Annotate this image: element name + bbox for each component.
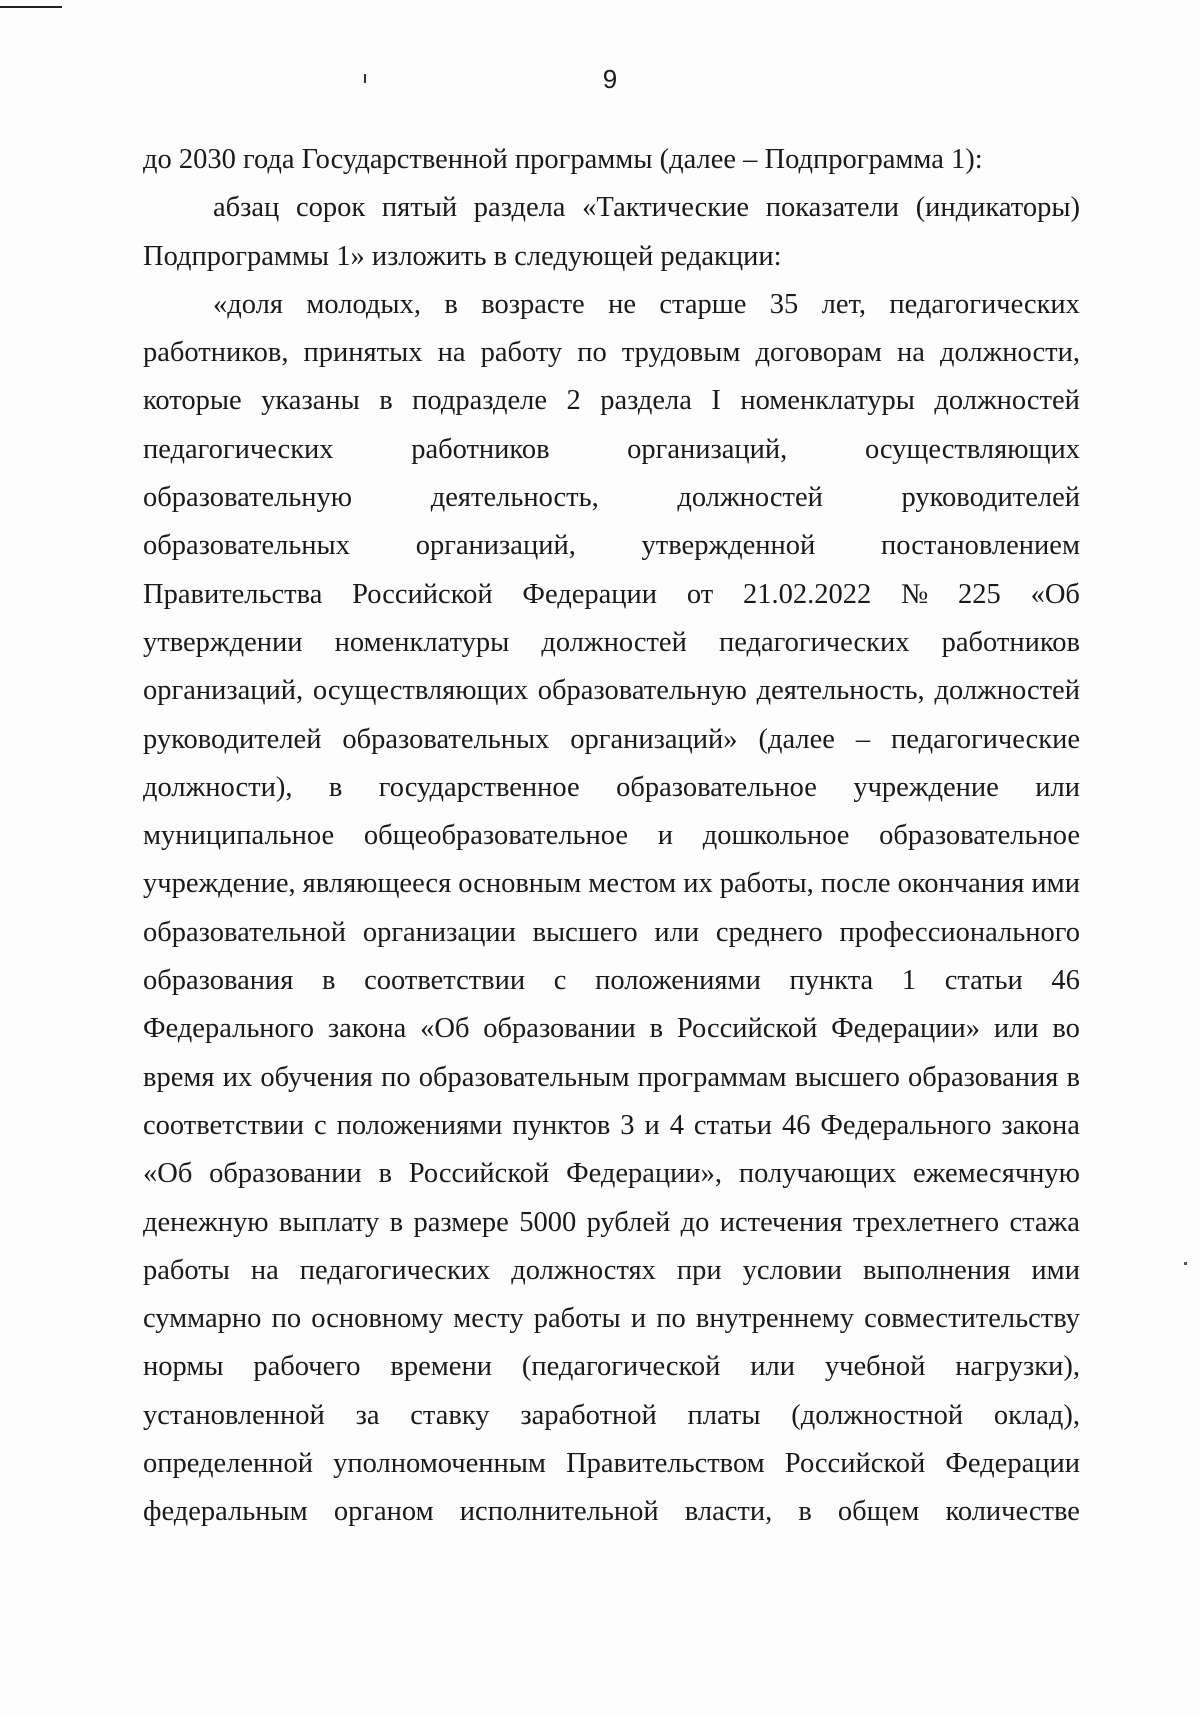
word: общеобразовательное	[363, 820, 629, 852]
word: трехлетнего	[853, 1206, 1000, 1238]
word: и	[657, 820, 674, 852]
word: высшего	[794, 1061, 900, 1093]
text-line	[143, 716, 1080, 764]
word: или	[993, 1013, 1039, 1045]
word: педагогических	[718, 626, 910, 658]
word: установленной	[143, 1399, 325, 1431]
word: 225	[958, 578, 1001, 610]
word: Федерации	[522, 578, 658, 610]
text-line	[143, 1199, 1080, 1247]
word: выполнения	[862, 1254, 1011, 1286]
word: номенклатуры	[740, 385, 915, 417]
word: или	[750, 1351, 796, 1383]
word: профессионального	[839, 916, 1080, 948]
word: должностей	[541, 626, 687, 658]
word: на	[896, 337, 925, 369]
word: месту	[453, 1303, 524, 1335]
word: по	[656, 1303, 686, 1335]
word: подразделе	[412, 385, 548, 417]
word: образовательную	[537, 675, 747, 707]
text-line	[143, 909, 1080, 957]
word: руководителей	[143, 723, 322, 755]
word: пункта	[789, 965, 874, 997]
word: Правительством	[566, 1448, 765, 1480]
word: трудовым	[621, 337, 741, 369]
word: абзац	[213, 192, 280, 224]
word: положениями	[336, 1109, 503, 1141]
word: образовательной	[143, 916, 347, 948]
word: утвержденной	[641, 530, 816, 562]
text-line	[143, 764, 1080, 812]
word: организации	[362, 916, 516, 948]
word: уполномоченным	[333, 1448, 546, 1480]
word: организаций,	[415, 530, 576, 562]
word: статьи	[944, 965, 1023, 997]
word: после	[820, 868, 891, 900]
word: работников	[411, 433, 550, 465]
word: работников,	[143, 337, 289, 369]
word: в	[389, 1206, 404, 1238]
word: образовательное	[879, 820, 1080, 852]
word: общем	[837, 1496, 920, 1528]
text-line	[143, 281, 1080, 329]
word: на	[437, 337, 466, 369]
word: должности),	[143, 771, 293, 803]
word: в	[378, 1158, 392, 1190]
text-line	[143, 1440, 1080, 1488]
word: должностях	[511, 1254, 656, 1286]
word: ими	[1031, 1254, 1080, 1286]
word: в	[798, 1496, 812, 1528]
word: 3	[620, 1109, 635, 1141]
word: Федерального	[820, 1109, 992, 1141]
word: работы	[143, 1254, 230, 1286]
word: старше	[659, 288, 747, 320]
word: договорам	[755, 337, 882, 369]
text-line	[143, 1247, 1080, 1295]
word: от	[686, 578, 714, 610]
word: выплату	[278, 1206, 380, 1238]
word: показатели	[765, 192, 900, 224]
word: 46	[781, 1109, 811, 1141]
word: I	[711, 385, 721, 417]
word: Российской	[676, 1013, 818, 1045]
word: Российской	[352, 578, 493, 610]
word: программам	[637, 1061, 787, 1093]
word: пунктов	[512, 1109, 611, 1141]
word: положениями	[595, 965, 761, 997]
word: принятых	[303, 337, 423, 369]
word: деятельность,	[430, 482, 599, 514]
word: платы	[687, 1399, 761, 1431]
word: высшего	[532, 916, 638, 948]
word: которые	[143, 385, 242, 417]
word: среднего	[715, 916, 823, 948]
word: власти,	[684, 1496, 773, 1528]
word: их	[683, 868, 713, 900]
word: Федерального	[143, 1013, 315, 1045]
word: деятельность,	[756, 675, 925, 707]
word: в	[649, 1013, 664, 1045]
word: с	[553, 965, 567, 997]
word: должностей	[934, 385, 1080, 417]
word: определенной	[143, 1448, 314, 1480]
word: нагрузки),	[955, 1351, 1080, 1383]
word: суммарно	[143, 1303, 262, 1335]
word: учреждение	[853, 771, 999, 803]
word: закона	[327, 1013, 407, 1045]
word: исполнительной	[459, 1496, 659, 1528]
word: денежную	[143, 1206, 269, 1238]
scan-edge-mark	[1184, 1262, 1187, 1265]
word: в	[321, 965, 336, 997]
word: заработной	[520, 1399, 657, 1431]
word: Федерации	[945, 1448, 1080, 1480]
page-number: 9	[602, 64, 618, 94]
word: сорок	[295, 192, 366, 224]
text-line	[143, 426, 1080, 474]
word: (педагогической	[521, 1351, 721, 1383]
text-line	[143, 571, 1080, 619]
word: федеральным	[143, 1496, 308, 1528]
word: «Тактические	[582, 192, 750, 224]
text-line	[143, 1005, 1080, 1053]
word: работников	[941, 626, 1080, 658]
word: основным	[458, 868, 582, 900]
word: (индикаторы)	[915, 192, 1080, 224]
word: соответствии	[364, 965, 526, 997]
word: рублей	[586, 1206, 671, 1238]
word: 4	[669, 1109, 684, 1141]
word: педагогические	[891, 723, 1080, 755]
text-line	[143, 377, 1080, 425]
text-line	[143, 1054, 1080, 1102]
word: закона	[1001, 1109, 1080, 1141]
text-line	[143, 522, 1080, 570]
word: муниципальное	[143, 820, 335, 852]
text-line	[143, 812, 1080, 860]
word: статьи	[693, 1109, 772, 1141]
word: работы	[533, 1303, 621, 1335]
word: «Об	[1030, 578, 1080, 610]
word: и	[630, 1303, 647, 1335]
word: оклад),	[993, 1399, 1080, 1431]
text-line	[143, 329, 1080, 377]
word: учебной	[824, 1351, 926, 1383]
text-line	[143, 474, 1080, 522]
word: «Об	[420, 1013, 470, 1045]
word: соответствии	[143, 1109, 305, 1141]
text-line	[143, 1392, 1080, 1440]
word: раздела	[600, 385, 692, 417]
text-line	[143, 1150, 1080, 1198]
word: возрасте	[481, 288, 585, 320]
word: организаций»	[570, 723, 738, 755]
word: по	[577, 337, 607, 369]
word: размере	[413, 1206, 509, 1238]
word: руководителей	[901, 482, 1080, 514]
text-line: Подпрограммы 1» изложить в следующей редакции:	[143, 240, 782, 272]
text-line	[143, 1295, 1080, 1343]
word: 1	[901, 965, 917, 997]
word: на	[250, 1254, 279, 1286]
word: (далее	[758, 723, 835, 755]
word: указаны	[261, 385, 360, 417]
word: не	[608, 288, 636, 320]
word: местом	[588, 868, 677, 900]
word: органом	[333, 1496, 434, 1528]
word: пятый	[381, 192, 458, 224]
word: Российской	[784, 1448, 926, 1480]
word: педагогических	[889, 288, 1080, 320]
text-line: до 2030 года Государственной программы (далее – Подпрограмма 1):	[143, 144, 983, 175]
word: совместительству	[864, 1303, 1080, 1335]
word: с	[314, 1109, 327, 1141]
word: Федерации»,	[566, 1158, 723, 1190]
text-line	[143, 860, 1080, 908]
word: время	[143, 1061, 215, 1093]
word: учреждение,	[143, 868, 296, 900]
word: за	[355, 1399, 380, 1431]
word: образовательных	[342, 723, 550, 755]
word: №	[901, 578, 929, 610]
scan-corner-mark	[0, 6, 62, 8]
word: образовательных	[143, 530, 350, 562]
word: времени	[390, 1351, 492, 1383]
word: номенклатуры	[334, 626, 510, 658]
word: государственное	[378, 771, 580, 803]
document-body	[143, 136, 1080, 1537]
word: –	[855, 723, 871, 755]
word: окончания	[897, 868, 1025, 900]
word: Российской	[408, 1158, 550, 1190]
word: «Об	[143, 1158, 193, 1190]
word: осуществляющих	[864, 433, 1080, 465]
word: образования	[143, 965, 294, 997]
word: рабочего	[253, 1351, 361, 1383]
word: ставку	[410, 1399, 490, 1431]
word: получающих	[738, 1158, 897, 1190]
word: стажа	[1009, 1206, 1080, 1238]
word: 46	[1051, 965, 1080, 997]
word: истечения	[719, 1206, 843, 1238]
text-line	[143, 184, 1080, 232]
word: в	[379, 385, 393, 417]
word: в	[444, 288, 458, 320]
word: Правительства	[143, 578, 323, 610]
word: ежемесячную	[913, 1158, 1080, 1190]
word: или	[654, 916, 700, 948]
word: 21.02.2022	[742, 578, 872, 610]
text-line	[143, 1488, 1080, 1536]
text-line	[143, 957, 1080, 1005]
word: во	[1052, 1013, 1080, 1045]
word: образовании	[209, 1158, 362, 1190]
word: образовании	[483, 1013, 636, 1045]
word: (должностной	[791, 1399, 964, 1431]
word: организаций,	[627, 433, 788, 465]
text-line	[143, 619, 1080, 667]
word: по	[381, 1061, 411, 1093]
word: дошкольное	[702, 820, 850, 852]
text-line	[143, 1102, 1080, 1150]
word: утверждении	[143, 626, 303, 658]
word: по	[271, 1303, 302, 1335]
word: образовательное	[616, 771, 817, 803]
word: ими	[1031, 868, 1080, 900]
word: педагогических	[299, 1254, 491, 1286]
word: и	[644, 1109, 660, 1141]
word: должности,	[939, 337, 1080, 369]
word: нормы	[143, 1351, 224, 1383]
word: образовательным	[418, 1061, 630, 1093]
text-line	[143, 667, 1080, 715]
word: педагогических	[143, 433, 334, 465]
word: постановлением	[881, 530, 1080, 562]
word: обучения	[260, 1061, 373, 1093]
word: условии	[742, 1254, 842, 1286]
word: работы,	[719, 868, 814, 900]
word: организаций,	[143, 675, 304, 707]
word: до	[680, 1206, 710, 1238]
word: «доля	[213, 288, 283, 320]
word: осуществляющих	[312, 675, 528, 707]
word: должностей	[934, 675, 1080, 707]
word: Федерации»	[831, 1013, 981, 1045]
word: в	[1066, 1061, 1080, 1093]
word: в	[328, 771, 343, 803]
word: 35	[769, 288, 799, 320]
word: должностей	[677, 482, 823, 514]
word: внутреннему	[695, 1303, 855, 1335]
word: раздела	[473, 192, 566, 224]
word: количестве	[945, 1496, 1080, 1528]
word: образовательную	[143, 482, 353, 514]
word: лет,	[821, 288, 866, 320]
word: являющееся	[302, 868, 452, 900]
word: образования	[908, 1061, 1059, 1093]
text-line	[143, 1343, 1080, 1391]
word: 2	[566, 385, 581, 417]
word: молодых,	[306, 288, 421, 320]
word: их	[222, 1061, 253, 1093]
word: при	[676, 1254, 722, 1286]
word: или	[1035, 771, 1080, 803]
word: 5000	[519, 1206, 577, 1238]
word: основному	[311, 1303, 444, 1335]
word: работу	[480, 337, 563, 369]
